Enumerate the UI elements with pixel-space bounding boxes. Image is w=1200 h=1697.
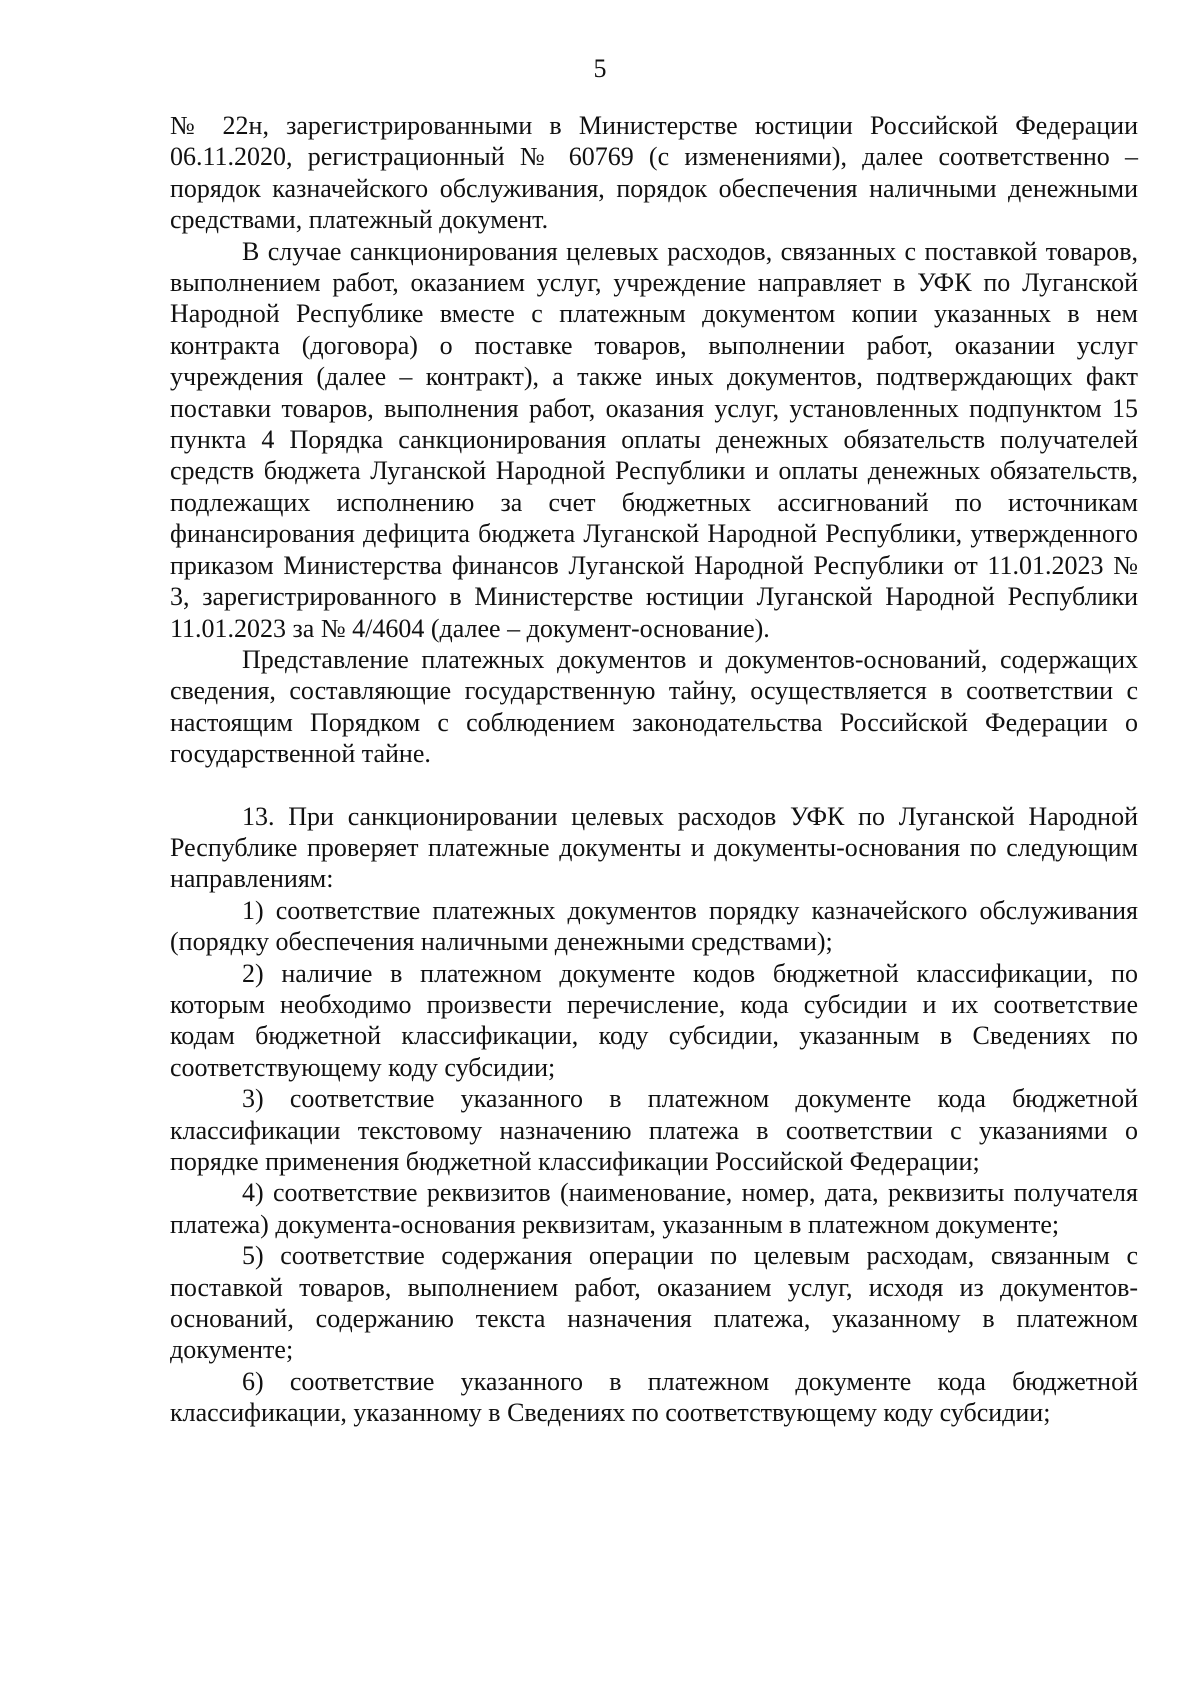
paragraph-state-secret: Представление платежных документов и документов-оснований, содержащих сведения, составляющие государственную тайну, осуществляется в соответствии с настоящим Порядком с соблюдением законодательства Российской Федерации о государственной тайне.: [170, 644, 1138, 769]
list-item-4: 4) соответствие реквизитов (наименование, номер, дата, реквизиты получателя платежа) документа-основания реквизитам, указанным в платежном документе;: [170, 1178, 1138, 1239]
paragraph-continuation: № 22н, зарегистрированными в Министерстве юстиции Российской Федерации 06.11.2020, регистрационный № 60769 (с изменениями), далее соответственно – порядок казначейского обслуживания, порядок обеспечения наличными денежными средствами, платежный документ.: [170, 111, 1138, 235]
document-body: [170, 110, 1138, 1429]
list-item-5: 5) соответствие содержания операции по целевым расходам, связанным с поставкой товаров, выполнением работ, оказанием услуг, исходя из документов-оснований, содержанию текста назначения платежа, указанному в платежном документе;: [170, 1241, 1138, 1365]
list-item-2: 2) наличие в платежном документе кодов бюджетной классификации, по которым необходимо произвести перечисление, кода субсидии и их соответствие кодам бюджетной классификации, коду субсидии, указанным в Сведениях по соответствующему коду субсидии;: [170, 958, 1138, 1082]
list-item-3: 3) соответствие указанного в платежном документе кода бюджетной классификации текстовому назначению платежа в соответствии с указаниями о порядке применения бюджетной классификации Российской Федерации;: [170, 1084, 1138, 1176]
paragraph-targeted-expenses: В случае санкционирования целевых расходов, связанных с поставкой товаров, выполнением работ, оказанием услуг, учреждение направляет в УФК по Луганской Народной Республике вместе с платежным документом копии указанных в нем контракта (договора) о поставке товаров, выполнении работ, оказании услуг учреждения (далее – контракт), а также иных документов, подтверждающих факт поставки товаров, выполнения работ, оказания услуг, установленных подпунктом 15 пункта 4 Порядка санкционирования оплаты денежных обязательств получателей средств бюджета Луганской Народной Республики и оплаты денежных обязательств, подлежащих исполнению за счет бюджетных ассигнований по источникам финансирования дефицита бюджета Луганской Народной Республики, утвержденного приказом Министерства финансов Луганской Народной Республики от 11.01.2023 № 3, зарегистрированного в Министерстве юстиции Луганской Народной Республики 11.01.2023 за № 4/4604 (далее – документ-основание).: [170, 236, 1138, 643]
page-number: 5: [593, 54, 607, 83]
list-item-6: 6) соответствие указанного в платежном документе кода бюджетной классификации, указанному в Сведениях по соответствующему коду субсидии;: [170, 1366, 1138, 1428]
clause-13: 13. При санкционировании целевых расходов УФК по Луганской Народной Республике проверяет платежные документы и документы-основания по следующим направлениям:: [170, 801, 1138, 894]
list-item-1: 1) соответствие платежных документов порядку казначейского обслуживания (порядку обеспечения наличными денежными средствами);: [170, 895, 1138, 957]
